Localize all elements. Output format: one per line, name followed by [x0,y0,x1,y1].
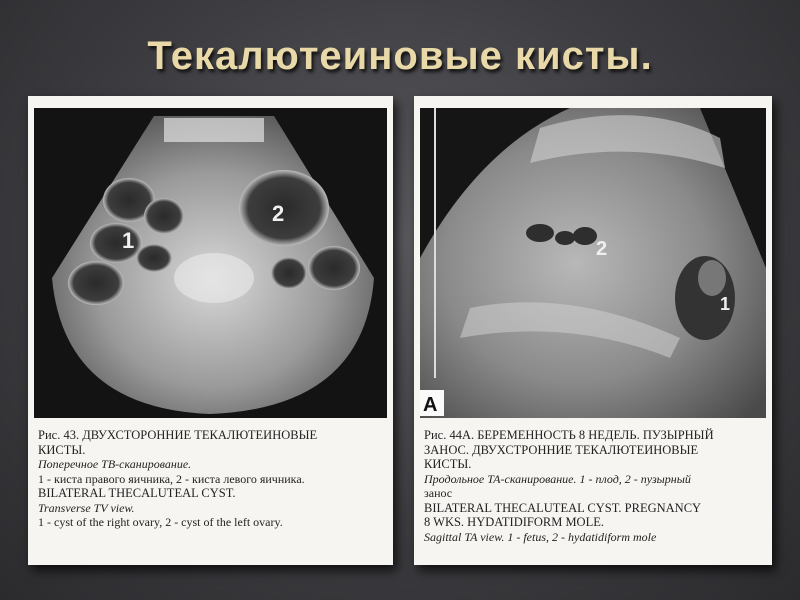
caption-line: 8 WKS. HYDATIDIFORM MOLE. [424,515,604,529]
caption-line: Поперечное ТВ-сканирование. [38,457,192,471]
panel-letter-label: A [423,394,438,416]
caption-line: занос [424,486,453,500]
caption-line: Transverse TV view. [38,500,135,515]
caption-line: Sagittal TA view. 1 - fetus, 2 - hydatidiform mole [424,529,657,544]
figure-43-caption [38,428,387,530]
cyst-1-label: 1 [122,228,135,253]
caption-line: Рис. 43. ДВУХСТОРОННИЕ ТЕКАЛЮТЕИНОВЫЕ [38,428,318,442]
caption-line: BILATERAL THECALUTEAL CYST. [38,486,236,500]
figure-43-panel [28,96,393,565]
caption-line: Продольное ТА-сканирование. 1 - плод, 2 - пузырный [424,471,691,486]
caption-line: BILATERAL THECALUTEAL CYST. PREGNANCY [424,500,702,515]
fetus-label: 1 [720,294,731,314]
caption-line: КИСТЫ. [424,457,472,471]
ultrasound-image-sagittal [420,108,766,418]
caption-line: КИСТЫ. [38,442,86,457]
mole-label: 2 [596,238,608,260]
figure-44a-caption [424,428,766,544]
caption-line: Рис. 44А. БЕРЕМЕННОСТЬ 8 НЕДЕЛЬ. ПУЗЫРНЫЙ [424,428,714,442]
caption-line: ЗАНОС. ДВУХСТРОННИЕ ТЕКАЛЮТЕИНОВЫЕ [424,442,699,457]
slide-title: Текалютеиновые кисты. [147,34,653,78]
ultrasound-image-transverse [34,108,387,418]
figure-44a-panel [414,96,772,565]
caption-line: 1 - киста правого яичника, 2 - киста левого яичника. [38,471,305,486]
caption-line: 1 - cyst of the right ovary, 2 - cyst of the left ovary. [38,515,283,529]
cyst-2-label: 2 [272,201,285,226]
